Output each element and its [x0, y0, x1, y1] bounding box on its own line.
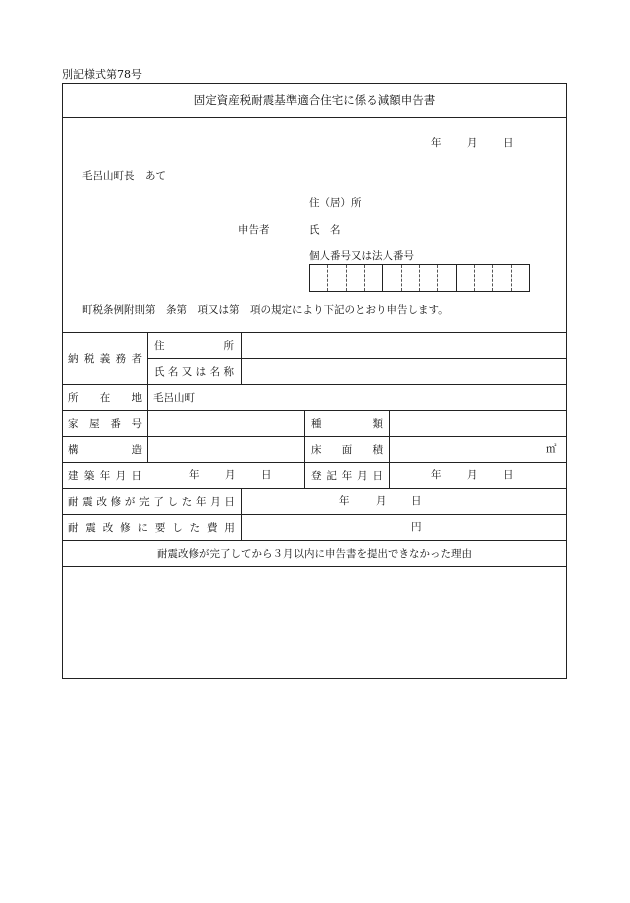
label-char: 築 [83, 469, 95, 482]
label-char: 納 [68, 352, 79, 365]
registered-date-label [311, 462, 383, 488]
label-char: 務 [115, 352, 127, 365]
label-char: 年 [341, 469, 353, 482]
applicant-name-label: 氏 名 [309, 224, 341, 236]
label-char: 記 [326, 469, 337, 482]
label-char: し [167, 495, 179, 508]
label-char: が [124, 495, 136, 508]
label-char: 称 [223, 365, 234, 378]
label-char: 耐 [68, 495, 79, 508]
id-digit-box[interactable] [310, 265, 327, 291]
type-label [311, 410, 383, 436]
id-digit-box[interactable] [346, 265, 364, 291]
declaration-text: 町税条例附則第 条第 項又は第 項の規定により下記のとおり申告します。 [82, 304, 449, 316]
id-digit-box[interactable] [401, 265, 419, 291]
label-char: 番 [110, 417, 121, 430]
label-char: 構 [68, 443, 79, 456]
id-digit-box[interactable] [492, 265, 510, 291]
floor-area-field[interactable] [389, 436, 567, 462]
id-digit-box[interactable] [364, 265, 382, 291]
label-char: 年 [195, 495, 207, 508]
label-char: 又 [181, 365, 193, 378]
label-char: 税 [83, 352, 95, 365]
taxpayer-address-label [154, 332, 234, 358]
label-char: 了 [153, 495, 164, 508]
label-char: 日 [372, 469, 383, 482]
form-code: 別記様式第78号 [62, 68, 142, 81]
label-char: 床 [311, 443, 322, 456]
id-digit-box[interactable] [456, 265, 474, 291]
label-char: 月 [357, 469, 368, 482]
label-char: 所 [223, 339, 234, 352]
floor-area-label [311, 436, 383, 462]
label-char: 所 [68, 391, 79, 404]
built-date-label [68, 462, 142, 488]
id-digit-box[interactable] [511, 265, 529, 291]
location-value[interactable]: 毛呂山町 [153, 391, 195, 404]
label-char: 在 [99, 391, 111, 404]
reason-field[interactable] [62, 566, 567, 678]
registered-month: 月 [467, 469, 478, 481]
label-char: 名 [209, 365, 221, 378]
form-title: 固定資産税耐震基準適合住宅に係る減額申告書 [193, 93, 436, 107]
label-char: 登 [311, 469, 322, 482]
addressee: 毛呂山町長 あて [82, 170, 166, 182]
date-year-label: 年 [431, 137, 442, 149]
label-char: 震 [85, 521, 96, 534]
retrofit-year: 年 [339, 495, 350, 507]
label-char: 完 [139, 495, 150, 508]
label-char: 費 [207, 521, 218, 534]
retrofit-cost-unit: 円 [411, 521, 422, 533]
label-char: 種 [311, 417, 322, 430]
taxpayer-address-field[interactable] [241, 332, 567, 358]
label-char: 家 [68, 417, 79, 430]
id-number-boxes[interactable] [309, 264, 530, 292]
label-char: し [172, 521, 183, 534]
label-char: 日 [131, 469, 142, 482]
label-char: 造 [131, 443, 142, 456]
label-char: 要 [154, 521, 166, 534]
label-char: 氏 [154, 365, 165, 378]
location-label [68, 384, 142, 410]
house-number-field[interactable] [147, 410, 304, 436]
house-number-label [68, 410, 142, 436]
taxpayer-label [68, 332, 142, 384]
type-field[interactable] [389, 410, 567, 436]
label-char: は [195, 365, 207, 378]
label-char: 耐 [68, 521, 79, 534]
label-char: 改 [96, 495, 107, 508]
registered-year: 年 [431, 469, 442, 481]
id-digit-box[interactable] [437, 265, 455, 291]
id-digit-box[interactable] [419, 265, 437, 291]
date-month-label: 月 [467, 137, 478, 149]
applicant-address-label: 住（居）所 [309, 197, 362, 209]
label-char: 日 [224, 495, 235, 508]
structure-label [68, 436, 142, 462]
built-month: 月 [225, 469, 236, 481]
built-year: 年 [189, 469, 200, 481]
title-divider [62, 117, 567, 118]
structure-field[interactable] [147, 436, 304, 462]
id-digit-box[interactable] [474, 265, 492, 291]
label-char: 名 [167, 365, 179, 378]
id-digit-box[interactable] [382, 265, 400, 291]
label-char: 者 [131, 352, 142, 365]
retrofit-date-label [68, 488, 235, 514]
label-char: 用 [224, 521, 235, 534]
label-char: 建 [68, 469, 79, 482]
label-char: 修 [120, 521, 131, 534]
date-day-label: 日 [503, 137, 514, 149]
label-char: 地 [131, 391, 142, 404]
floor-area-unit: ㎡ [546, 443, 557, 455]
applicant-id-label: 個人番号又は法人番号 [309, 250, 414, 262]
taxpayer-name-field[interactable] [241, 358, 567, 384]
label-char: 修 [110, 495, 122, 508]
label-char: に [137, 521, 148, 534]
label-char: た [189, 521, 201, 534]
label-char: た [181, 495, 193, 508]
label-char: 改 [102, 521, 114, 534]
registered-day: 日 [503, 469, 514, 481]
retrofit-col-divider [241, 488, 242, 540]
label-char: 住 [154, 339, 165, 352]
reason-label: 耐震改修が完了してから３月以内に申告書を提出できなかった理由 [157, 547, 472, 560]
label-char: 積 [372, 443, 383, 456]
mid-col-divider-a [304, 410, 305, 488]
retrofit-day: 日 [411, 495, 422, 507]
taxpayer-name-label [154, 358, 234, 384]
retrofit-month: 月 [376, 495, 387, 507]
retrofit-cost-label [68, 514, 235, 540]
label-char: 屋 [89, 417, 100, 430]
id-digit-box[interactable] [327, 265, 345, 291]
applicant-label: 申告者 [238, 224, 270, 236]
label-char: 面 [341, 443, 353, 456]
label-char: 号 [131, 417, 142, 430]
built-day: 日 [261, 469, 272, 481]
label-char: 震 [82, 495, 93, 508]
label-char: 月 [210, 495, 221, 508]
label-char: 年 [99, 469, 111, 482]
label-char: 月 [115, 469, 127, 482]
label-char: 義 [99, 352, 111, 365]
label-char: 類 [372, 417, 383, 430]
